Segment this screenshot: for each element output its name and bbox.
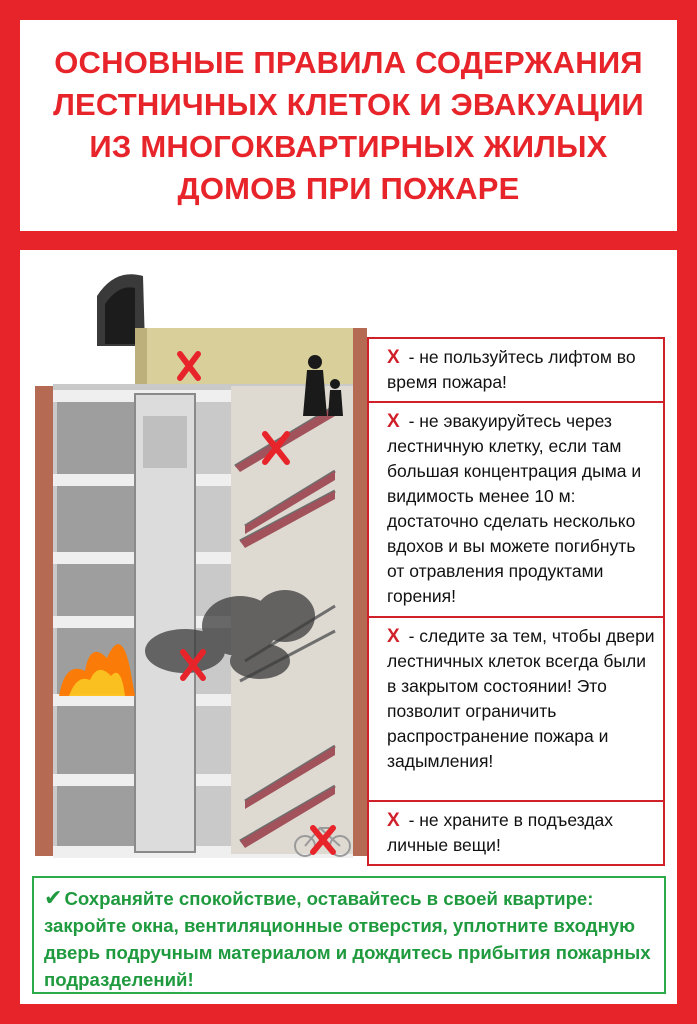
page-title: ОСНОВНЫЕ ПРАВИЛА СОДЕРЖАНИЯ ЛЕСТНИЧНЫХ КЛЕТОК И ЭВАКУАЦИИ ИЗ МНОГОКВАРТИРНЫХ ЖИЛЫХ ДОМОВ ПРИ ПОЖАРЕ	[53, 44, 644, 206]
x-mark-icon: Х	[387, 810, 400, 831]
building-cutaway-illustration	[35, 266, 370, 866]
x-mark-icon: Х	[387, 626, 400, 647]
brick-wall-right	[353, 328, 367, 856]
rule-item	[367, 800, 665, 866]
advice-body: Сохраняйте спокойствие, оставайтесь в своей квартире: закройте окна, вентиляционные отверстия, уплотните входную дверь подручным материалом и дождитесь прибытия пожарных подразделений!	[44, 888, 651, 990]
rule-body: - не пользуйтесь лифтом во время пожара!	[387, 347, 636, 392]
rule-body: - не эвакуируйтесь через лестничную клетку, если там большая концентрация дыма и видимость менее 10 м: достаточно сделать несколько вдохов и вы можете погибнуть от отравления продуктами горения!	[387, 411, 642, 606]
main-panel	[20, 250, 677, 1004]
advice-text	[44, 884, 654, 993]
rule-text	[387, 409, 657, 609]
x-mark-icon: Х	[387, 411, 400, 432]
rule-item	[367, 616, 665, 802]
advice-box	[32, 876, 666, 994]
elevator-cabin	[143, 416, 187, 468]
title-panel	[20, 20, 677, 231]
brick-wall-left	[35, 386, 53, 856]
x-mark-icon: Х	[387, 347, 400, 368]
checkmark-icon: ✔	[44, 885, 63, 910]
rule-body: - следите за тем, чтобы двери лестничных клеток всегда были в закрытом состоянии! Это позволит ограничить распространение пожара и задымления!	[387, 626, 655, 771]
rule-body: - не храните в подъездах личные вещи!	[387, 810, 614, 855]
rule-item	[367, 337, 665, 403]
rules-list	[367, 337, 665, 864]
rule-text	[387, 345, 657, 395]
rule-text	[387, 808, 657, 858]
rule-item	[367, 401, 665, 618]
rule-text	[387, 624, 657, 774]
